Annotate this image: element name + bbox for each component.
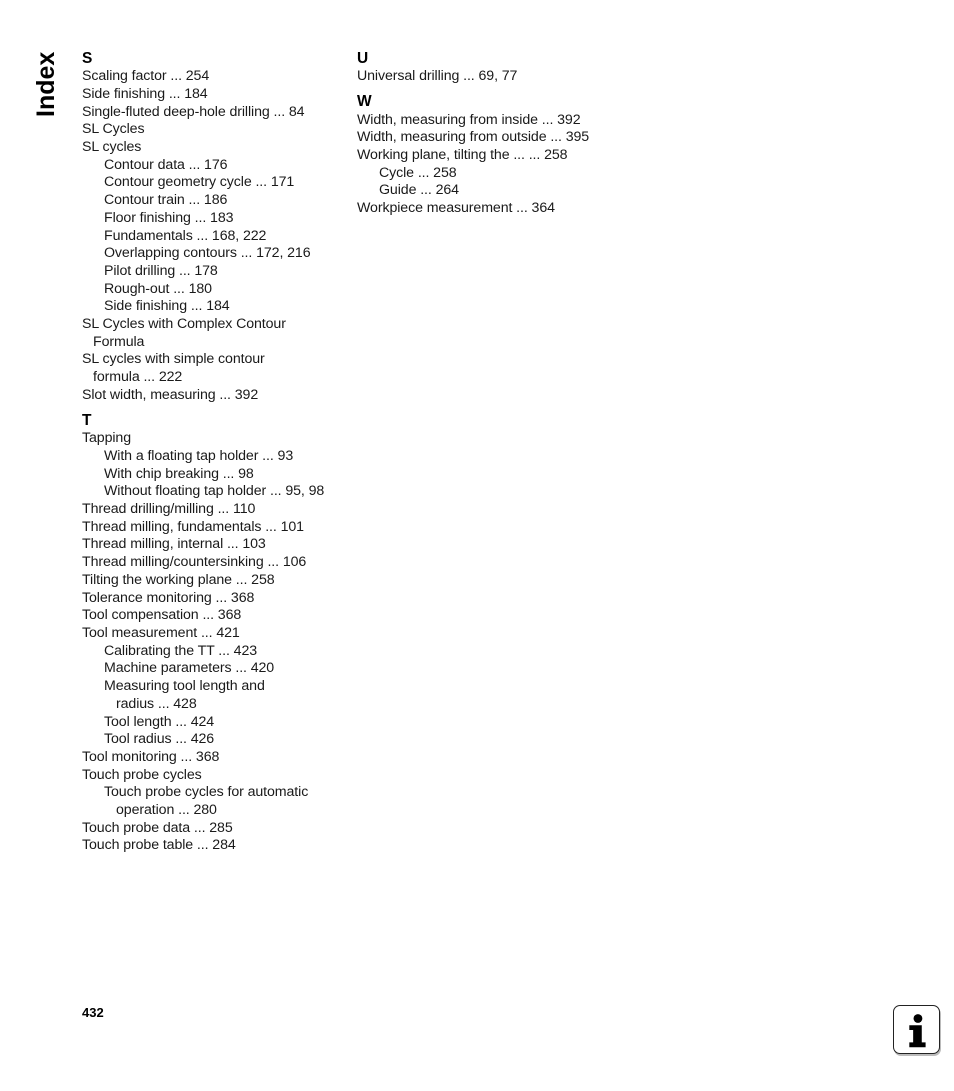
index-entry-text: Single-fluted deep-hole drilling ... 84 [82, 103, 305, 120]
index-section-w [357, 93, 619, 217]
index-entry-text: Contour data ... 176 [104, 156, 228, 173]
index-entry-text: Touch probe cycles [82, 766, 202, 783]
index-entry-text: Tool compensation ... 368 [82, 607, 242, 624]
index-entry-text: Thread milling, fundamentals ... 101 [82, 518, 304, 535]
section-title: Index [32, 52, 60, 118]
index-entry [82, 139, 344, 157]
index-subentry [82, 643, 344, 661]
index-letter-heading: W [357, 93, 372, 111]
index-subentry [82, 714, 344, 732]
index-entry-text: Overlapping contours ... 172, 216 [104, 245, 311, 262]
index-entry-text: Tool monitoring ... 368 [82, 748, 220, 765]
index-subentry [82, 731, 344, 749]
index-column-right [357, 50, 619, 218]
index-entry-text: Width, measuring from outside ... 395 [357, 129, 590, 146]
index-entry-text: Contour geometry cycle ... 171 [104, 174, 295, 191]
index-entry-text: With chip breaking ... 98 [104, 465, 254, 482]
info-glyph [894, 1006, 939, 1053]
index-entry [82, 572, 344, 590]
index-entry [82, 68, 344, 86]
index-subentry [357, 165, 619, 183]
index-subentry [82, 228, 344, 246]
index-subentry [82, 157, 344, 175]
index-section-t [82, 412, 344, 855]
index-subentry [82, 174, 344, 192]
index-entry-text: Touch probe table ... 284 [82, 837, 236, 854]
index-entry-text: Side finishing ... 184 [104, 298, 230, 315]
index-entry-text: Rough-out ... 180 [104, 280, 212, 297]
index-subentry [82, 192, 344, 210]
index-entry [82, 837, 344, 855]
index-entry-text: Thread milling, internal ... 103 [82, 536, 266, 553]
index-entry [82, 607, 344, 625]
index-entry [82, 501, 344, 519]
index-entry-text: With a floating tap holder ... 93 [104, 447, 294, 464]
index-entry-text: Formula [93, 333, 145, 350]
index-entry [82, 749, 344, 767]
index-entry-text: Thread milling/countersinking ... 106 [82, 554, 307, 571]
page-number: 432 [82, 1005, 104, 1020]
index-entry-text: Tool radius ... 426 [104, 731, 215, 748]
index-entry [82, 519, 344, 537]
index-entry-text: Slot width, measuring ... 392 [82, 386, 259, 403]
index-subentry [82, 660, 344, 678]
index-entry-text: Tool measurement ... 421 [82, 625, 240, 641]
index-entry [357, 129, 619, 147]
index-subentry [82, 298, 344, 316]
index-entry-text: Without floating tap holder ... 95, 98 [104, 483, 325, 500]
index-entry-text: Workpiece measurement ... 364 [357, 200, 555, 217]
index-entry-text: Touch probe cycles for automatic [104, 784, 309, 801]
index-entry [357, 147, 619, 165]
index-entry [82, 86, 344, 104]
index-entry-text: Tilting the working plane ... 258 [82, 571, 275, 588]
index-entry-text: SL cycles [82, 139, 142, 156]
index-entry [82, 554, 344, 572]
index-entry-text: Scaling factor ... 254 [82, 68, 210, 85]
index-entry-list [82, 430, 344, 855]
index-entry [82, 767, 344, 785]
index-subentry [82, 483, 344, 501]
index-subentry [82, 784, 344, 819]
index-subentry [357, 182, 619, 200]
index-entry [82, 820, 344, 838]
index-entry [82, 316, 344, 351]
index-entry-text: radius ... 428 [116, 695, 197, 712]
index-entry-text: Guide ... 264 [379, 182, 459, 199]
index-entry-text: SL Cycles with Complex Contour [82, 316, 286, 333]
index-subentry [82, 281, 344, 299]
index-entry-text: Measuring tool length and [104, 678, 265, 695]
index-entry [82, 104, 344, 122]
index-entry [82, 430, 344, 448]
index-subentry [82, 210, 344, 228]
index-entry-text: Working plane, tilting the ... ... 258 [357, 147, 568, 164]
index-entry-list [357, 112, 619, 218]
index-entry [357, 112, 619, 130]
index-entry-text: formula ... 222 [93, 369, 183, 386]
index-entry-list [357, 68, 619, 86]
index-subentry [82, 466, 344, 484]
info-icon [893, 1005, 940, 1054]
index-entry-text: Floor finishing ... 183 [104, 209, 234, 226]
index-entry-text: Universal drilling ... 69, 77 [357, 68, 518, 85]
index-column-left [82, 50, 344, 855]
index-subentry [82, 678, 344, 713]
index-entry-text: Tolerance monitoring ... 368 [82, 589, 255, 606]
index-subentry [82, 263, 344, 281]
index-entry-list [82, 68, 344, 404]
index-entry-text: SL Cycles [82, 121, 145, 138]
index-entry-text: Tool length ... 424 [104, 713, 215, 730]
index-entry [357, 200, 619, 218]
index-entry-text: Pilot drilling ... 178 [104, 262, 218, 279]
index-entry-text: Machine parameters ... 420 [104, 660, 275, 677]
index-letter-heading: U [357, 50, 369, 67]
index-entry [82, 351, 344, 386]
index-entry-text: Fundamentals ... 168, 222 [104, 227, 267, 244]
index-entry-text: Contour train ... 186 [104, 192, 228, 209]
index-entry-text: Cycle ... 258 [379, 164, 457, 181]
index-entry [82, 387, 344, 405]
index-entry-text: SL cycles with simple contour [82, 351, 265, 368]
index-entry [82, 536, 344, 554]
index-entry [82, 590, 344, 608]
index-entry-text: Width, measuring from inside ... 392 [357, 111, 581, 128]
index-letter-heading: T [82, 412, 92, 430]
index-entry-text: operation ... 280 [116, 802, 217, 819]
index-section-s [82, 50, 344, 405]
index-entry [82, 121, 344, 139]
index-entry-text: Thread drilling/milling ... 110 [82, 501, 256, 518]
index-subentry [82, 245, 344, 263]
index-letter-heading: S [82, 50, 93, 67]
index-entry [357, 68, 619, 86]
index-subentry [82, 448, 344, 466]
index-entry [82, 625, 344, 643]
index-entry-text: Tapping [82, 430, 131, 447]
index-entry-text: Touch probe data ... 285 [82, 819, 233, 836]
index-entry-text: Calibrating the TT ... 423 [104, 642, 258, 659]
index-section-u [357, 50, 619, 86]
index-entry-text: Side finishing ... 184 [82, 85, 208, 102]
